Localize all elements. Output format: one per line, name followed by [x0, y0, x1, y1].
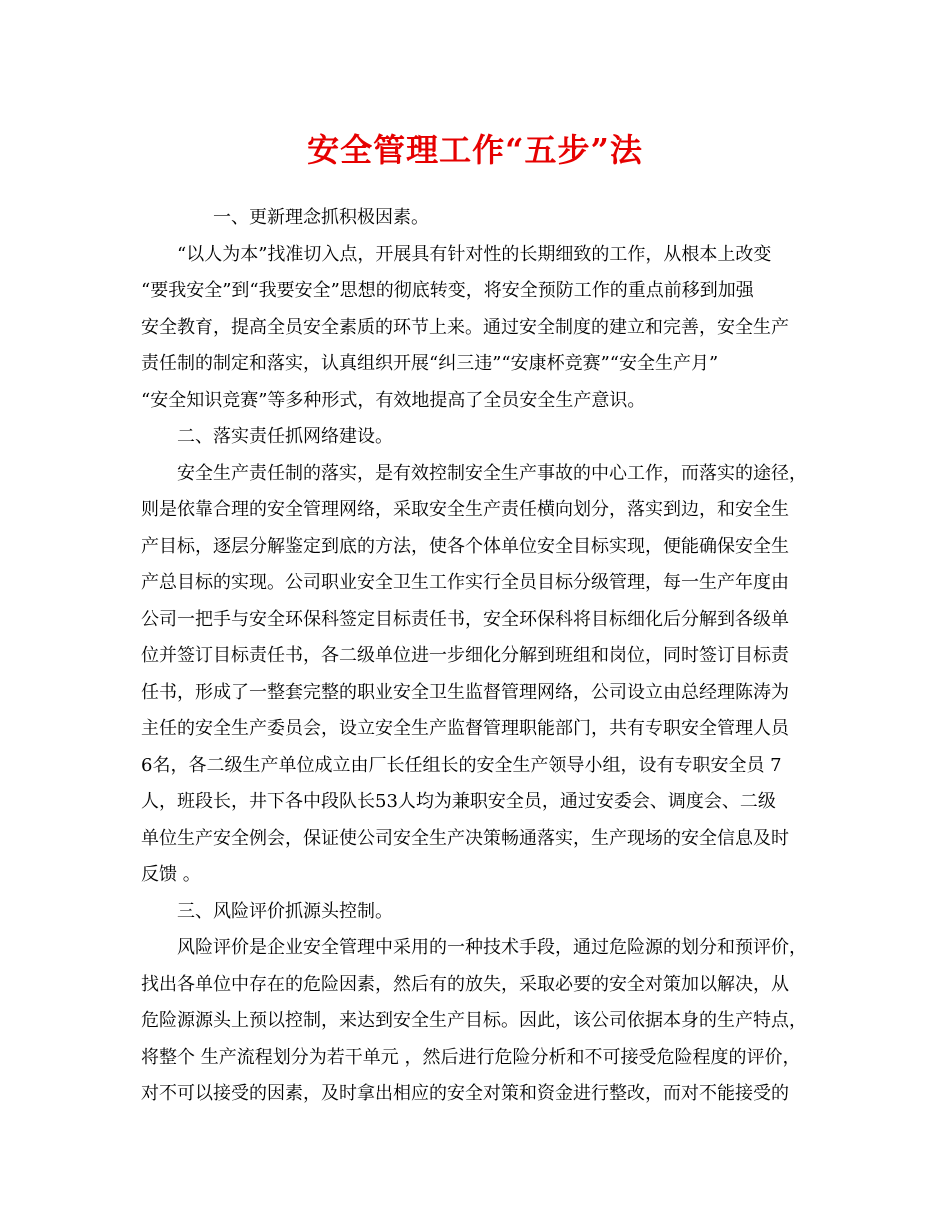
paragraph-line: 单位生产安全例会，保证使公司安全生产决策畅通落实，生产现场的安全信息及时 — [141, 827, 789, 849]
paragraph-line: “以人为本”找准切入点，开展具有针对性的长期细致的工作，从根本上改变 — [177, 243, 772, 265]
paragraph-line: 位并签订目标责任书，各二级单位进一步细化分解到班组和岗位，同时签订目标责 — [141, 645, 789, 666]
paragraph-line: 产目标，逐层分解鉴定到底的方法，使各个体单位安全目标实现，便能确保安全生 — [141, 535, 789, 557]
section-heading-3: 三、风险评价抓源头控制。 — [177, 900, 393, 922]
paragraph-line: 主任的安全生产委员会，设立安全生产监督管理职能部门，共有专职安全管理人员 — [141, 718, 789, 739]
paragraph-line: 安全教育，提高全员安全素质的环节上来。通过安全制度的建立和完善，安全生产 — [141, 316, 789, 338]
paragraph-line: 人，班段长，井下各中段队长53人均为兼职安全员，通过安委会、调度会、二级 — [141, 791, 776, 812]
document-body — [141, 200, 813, 1113]
paragraph-line: 任书，形成了一整套完整的职业安全卫生监督管理网络，公司设立由总经理陈涛为 — [141, 681, 789, 703]
paragraph-line: “安全知识竞赛”等多种形式，有效地提高了全员安全生产意识。 — [141, 389, 646, 411]
paragraph-line: 责任制的制定和落实，认真组织开展“纠三违”“安康杯竞赛”“安全生产月” — [141, 353, 719, 374]
paragraph-line: 找出各单位中存在的危险因素，然后有的放失，采取必要的安全对策加以解决，从 — [141, 973, 789, 995]
paragraph-line: 风险评价是企业安全管理中采用的一种技术手段，通过危险源的划分和预评价， — [177, 937, 807, 958]
paragraph-line: 安全生产责任制的落实，是有效控制安全生产事故的中心工作，而落实的途径， — [177, 462, 807, 484]
paragraph-line: 公司一把手与安全环保科签定目标责任书，安全环保科将目标细化后分解到各级单 — [141, 608, 789, 630]
section-heading-2: 二、落实责任抓网络建设。 — [177, 426, 393, 447]
paragraph-line: 反馈 。 — [141, 864, 201, 885]
paragraph-line: 6名，各二级生产单位成立由厂长任组长的安全生产领导小组，设有专职安全员 7 — [141, 754, 782, 776]
paragraph-line: 则是依靠合理的安全管理网络，采取安全生产责任横向划分，落实到边，和安全生 — [141, 499, 789, 520]
section-heading-1: 一、更新理念抓积极因素。 — [213, 207, 429, 228]
paragraph-line: 产总目标的实现。公司职业安全卫生工作实行全员目标分级管理，每一生产年度由 — [141, 572, 789, 593]
paragraph-line: 将整个 生产流程划分为若干单元 ，然后进行危险分析和不可接受危险程度的评价， — [141, 1046, 801, 1068]
paragraph-line: “要我安全”到“我要安全”思想的彻底转变，将安全预防工作的重点前移到加强 — [141, 280, 754, 301]
paragraph-line: 危险源源头上预以控制，来达到安全生产目标。因此，该公司依据本身的生产特点， — [141, 1010, 807, 1031]
document-title: 安全管理工作“五步”法 — [307, 131, 643, 169]
paragraph-line: 对不可以接受的因素，及时拿出相应的安全对策和资金进行整改，而对不能接受的 — [141, 1083, 789, 1104]
